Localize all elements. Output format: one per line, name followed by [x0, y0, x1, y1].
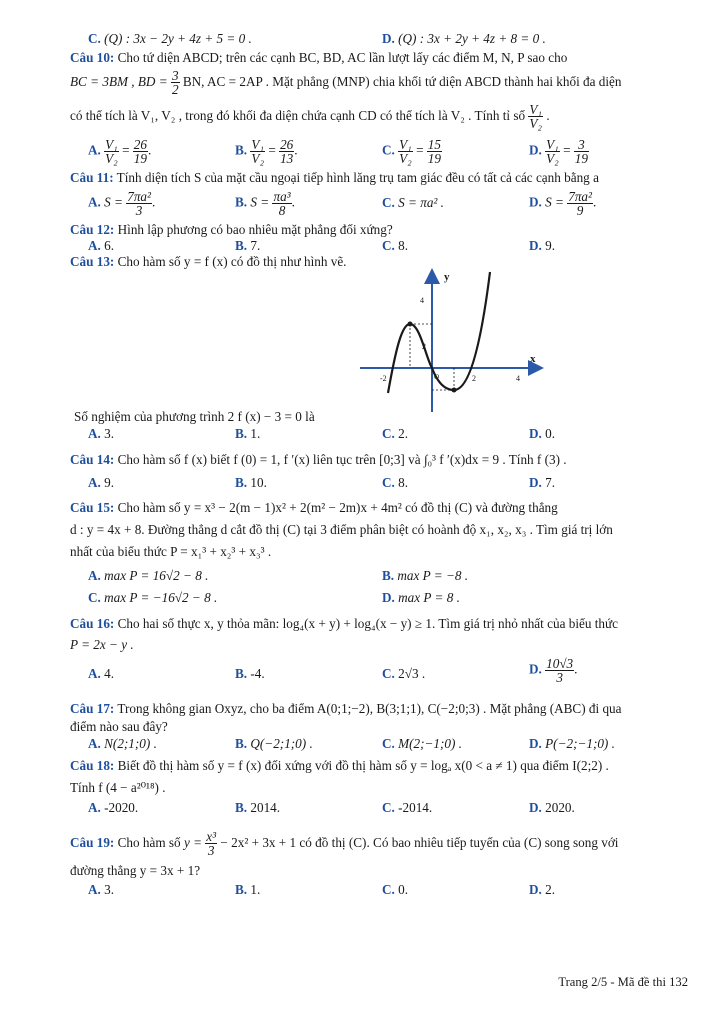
q17-options: [88, 735, 710, 755]
q16-option-b[interactable]: B. -4.: [235, 666, 265, 681]
q11-line: Câu 11: Tính diện tích S của mặt cầu ngoại tiếp hình lăng trụ tam giác đều có tất cả các cạnh bằng a: [70, 170, 599, 185]
q10-line2: BC = 3BM , BD = $\frac{3}{2}$ BN, AC = 2AP . Mặt phẳng (MNP) chia khối tứ diện ABCD thành hai khối đa diện: [70, 68, 622, 98]
origin-label: O: [434, 373, 440, 381]
q15-option-d[interactable]: D. max P = 8 .: [382, 590, 460, 605]
q13-option-b[interactable]: B. 1.: [235, 426, 261, 441]
q14-line: Câu 14: Cho hàm số f (x) biết f (0) = 1, f ′(x) liên tục trên [0;3] và ∫₀³ f ′(x)dx = 9 . Tính f (3) .: [70, 452, 567, 467]
q10-line3: có thể tích là V₁, V₂ , trong đó khối đa diện chứa cạnh CD có thể tích là V₂ . Tính tỉ số $\frac{\text{V₁}}{\text{V₂}}$ .: [70, 102, 550, 132]
q14-option-d[interactable]: D. 7.: [529, 475, 556, 490]
q18-option-a[interactable]: A. -2020.: [88, 800, 139, 815]
q15-option-c[interactable]: C. max P = −16√2 − 8 .: [88, 590, 218, 605]
q16-line2: P = 2x − y .: [70, 637, 134, 652]
q16-option-a[interactable]: A. 4.: [88, 666, 115, 681]
q9-option-c[interactable]: C. (Q) : 3x − 2y + 4z + 5 = 0 .: [88, 31, 252, 46]
q9-options: [88, 30, 710, 50]
q19-option-a[interactable]: A. 3.: [88, 882, 115, 897]
q15-line3: nhất của biểu thức P = x₁³ + x₂³ + x₃³ .: [70, 544, 272, 559]
q18-option-b[interactable]: B. 2014.: [235, 800, 281, 815]
q16-options: [88, 655, 710, 695]
q9-option-d[interactable]: D. (Q) : 3x + 2y + 4z + 8 = 0 .: [382, 31, 546, 46]
x-tick-4: 4: [516, 374, 520, 383]
q19-option-b[interactable]: B. 1.: [235, 882, 261, 897]
q14-options: [88, 471, 710, 493]
q17-option-a[interactable]: A. N(2;1;0) .: [88, 736, 157, 751]
q19-options: [88, 881, 710, 901]
q14-option-c[interactable]: C. 8.: [382, 475, 409, 490]
q10-options: [88, 134, 710, 168]
q17-line2: điểm nào sau đây?: [70, 719, 168, 734]
q19-line1: Câu 19: Cho hàm số y = $\frac{\text{x³}}{3}$ − 2x² + 3x + 1 có đồ thị (C). Có bao nhiêu tiếp tuyến của (C) song song với: [70, 829, 619, 859]
local-max-point: [408, 322, 413, 327]
q18-line1: Câu 18: Biết đồ thị hàm số y = f (x) đối xứng với đồ thị hàm số y = logₐ x(0 < a ≠ 1) qua điểm I(2;2) .: [70, 758, 609, 773]
q10-option-c[interactable]: C. $\frac{\text{V₁}}{\text{V₂}}$ = $\frac{15}{19}$: [382, 137, 441, 166]
q15-line2: d : y = 4x + 8. Đường thẳng d cắt đồ thị (C) tại 3 điểm phân biệt có hoành độ x₁, x₂, x₃ . Tìm giá trị lớn: [70, 522, 613, 537]
x-axis-label: x: [530, 353, 536, 365]
q13-option-d[interactable]: D. 0.: [529, 426, 556, 441]
q11-option-b[interactable]: B. S = $\frac{\text{πa³}}{8}$ .: [235, 189, 295, 218]
q10-option-b[interactable]: B. $\frac{\text{V₁}}{\text{V₂}}$ = $\frac{26}{13}$ .: [235, 137, 298, 166]
q13-option-a[interactable]: A. 3.: [88, 426, 115, 441]
q15-option-b[interactable]: B. max P = −8 .: [382, 568, 469, 583]
y-axis-label: y: [444, 271, 450, 283]
q17-option-b[interactable]: B. Q(−2;1;0) .: [235, 736, 313, 751]
fraction-3-2: $\frac{3}{2}$: [171, 68, 179, 98]
q11-options: [88, 186, 710, 220]
q12-option-a[interactable]: A. 6.: [88, 238, 115, 253]
q13-option-c[interactable]: C. 2.: [382, 426, 409, 441]
q13-options: [88, 425, 710, 443]
q18-option-c[interactable]: C. -2014.: [382, 800, 433, 815]
fraction-x3-3: $\frac{\text{x³}}{3}$: [206, 829, 217, 859]
q13-function-graph: [350, 266, 550, 414]
q17-option-c[interactable]: C. M(2;−1;0) .: [382, 736, 462, 751]
q14-option-a[interactable]: A. 9.: [88, 475, 115, 490]
exam-page: [70, 30, 692, 901]
x-tick-neg2: -2: [380, 374, 387, 383]
q15-option-a[interactable]: A. max P = 16√2 − 8 .: [88, 568, 209, 583]
q11-option-c[interactable]: C. S = πa² .: [382, 195, 444, 210]
local-min-point: [452, 388, 457, 393]
q13-graph-area: [70, 270, 692, 410]
q12-options: [88, 238, 710, 254]
y-tick-4: 4: [420, 296, 424, 305]
q10-option-a[interactable]: A. $\frac{\text{V₁}}{\text{V₂}}$ = $\frac{26}{19}$ .: [88, 137, 152, 166]
q15-options-row2: [88, 589, 710, 609]
q12-option-d[interactable]: D. 9.: [529, 238, 556, 253]
q12-option-c[interactable]: C. 8.: [382, 238, 409, 253]
q10-option-d[interactable]: D. $\frac{\text{V₁}}{\text{V₂}}$ = $\frac{3}{19}$: [529, 137, 588, 166]
q10-line1: Câu 10: Cho tứ diện ABCD; trên các cạnh BC, BD, AC lần lượt lấy các điểm M, N, P sao cho: [70, 50, 568, 65]
q12-line: Câu 12: Hình lập phương có bao nhiêu mặt phẳng đối xứng?: [70, 222, 393, 237]
q11-option-d[interactable]: D. S = $\frac{\text{7πa²}}{9}$ .: [529, 189, 597, 218]
q18-line2: Tính f (4 − a²⁰¹⁸) .: [70, 780, 166, 795]
q17-line1: Câu 17: Trong không gian Oxyz, cho ba điểm A(0;1;−2), B(3;1;1), C(−2;0;3) . Mặt phẳng (ABC) đi qua: [70, 701, 622, 716]
q13-line: Câu 13: Cho hàm số y = f (x) có đồ thị như hình vẽ.: [70, 254, 347, 269]
q19-option-c[interactable]: C. 0.: [382, 882, 409, 897]
q16-option-d[interactable]: D. $\frac{10√3}{3}$ .: [529, 656, 578, 685]
x-tick-2: 2: [472, 374, 476, 383]
q11-option-a[interactable]: A. S = $\frac{\text{7πa²}}{3}$ .: [88, 189, 156, 218]
q14-option-b[interactable]: B. 10.: [235, 475, 267, 490]
q19-option-d[interactable]: D. 2.: [529, 882, 556, 897]
page-footer: Trang 2/5 - Mã đề thi 132: [558, 975, 688, 989]
q15-line1: Câu 15: Cho hàm số y = x³ − 2(m − 1)x² + 2(m² − 2m)x + 4m² có đồ thị (C) và đường thẳng: [70, 500, 558, 515]
q16-option-c[interactable]: C. 2√3 .: [382, 666, 426, 681]
q17-option-d[interactable]: D. P(−2;−1;0) .: [529, 736, 615, 751]
q16-line1: Câu 16: Cho hai số thực x, y thỏa mãn: log₄(x + y) + log₄(x − y) ≥ 1. Tìm giá trị nhỏ nhất của biểu thức: [70, 616, 618, 631]
q15-options-row1: [88, 567, 710, 589]
ratio-v1-v2: $\frac{\text{V₁}}{\text{V₂}}$: [529, 102, 543, 132]
q19-line2: đường thẳng y = 3x + 1?: [70, 863, 201, 878]
q12-option-b[interactable]: B. 7.: [235, 238, 261, 253]
q18-option-d[interactable]: D. 2020.: [529, 800, 575, 815]
q18-options: [88, 799, 710, 821]
y-tick-2: 2: [422, 342, 426, 351]
q13-question: Số nghiệm của phương trình 2 f (x) − 3 = 0 là: [74, 409, 315, 424]
